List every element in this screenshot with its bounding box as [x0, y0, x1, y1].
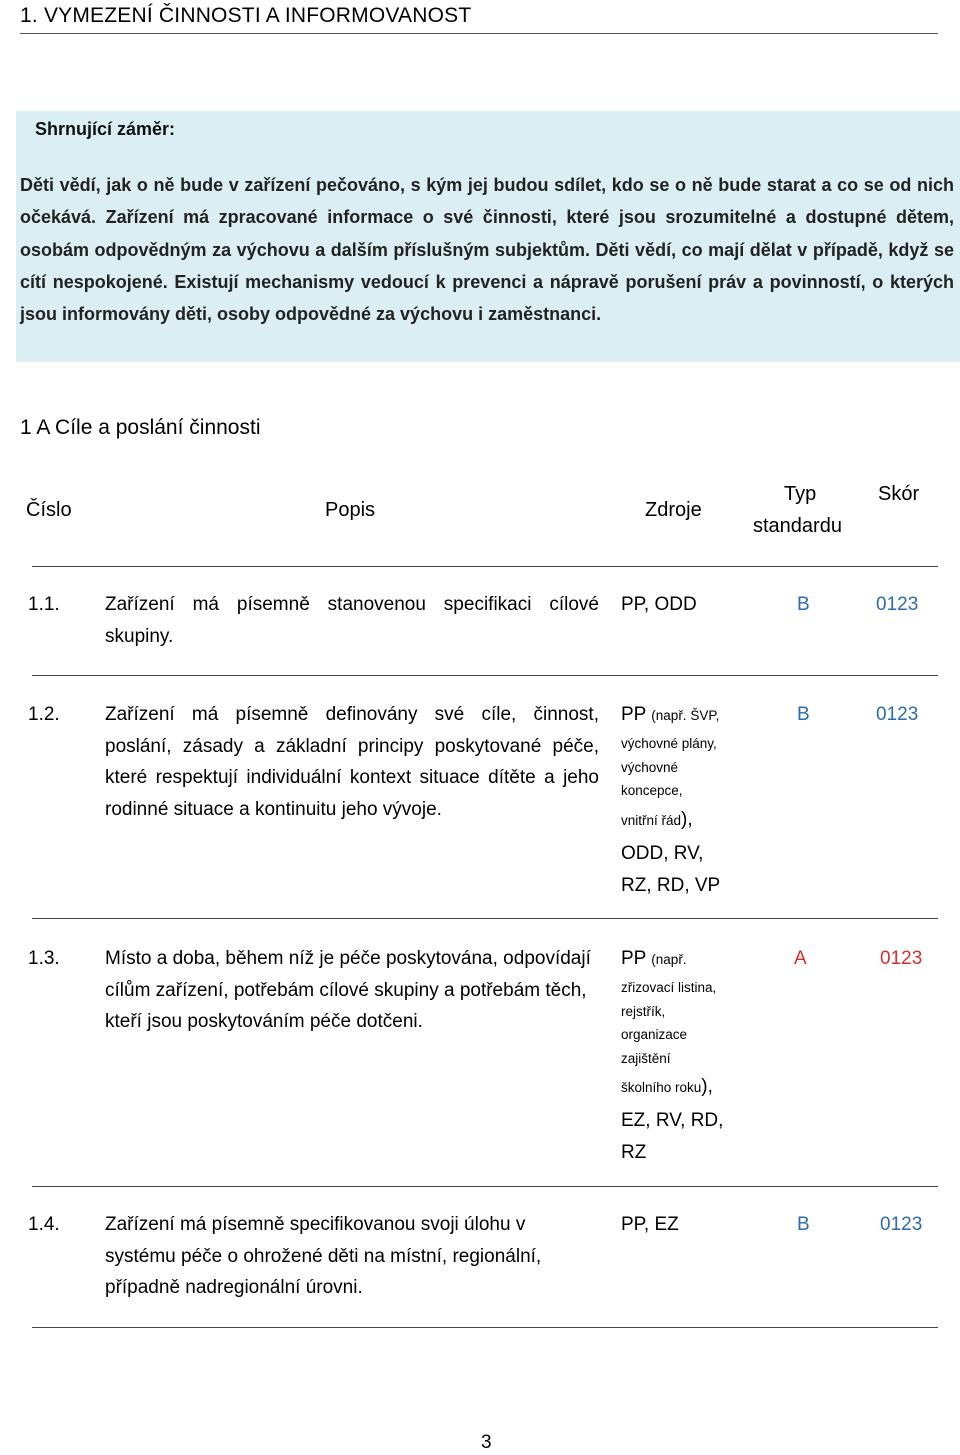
sources-note-line: zřizovací listina,	[621, 980, 717, 995]
sources-tail-line: EZ, RV, RD,	[621, 1110, 724, 1131]
row-description: Zařízení má písemně definovány své cíle, činnost, poslání, zásady a základní principy poskytované péče, které respektují individuální kontext situace dítěte a jeho rodinné situace a kontinuitu jeho vývoje.	[105, 704, 599, 820]
row-score: 0123	[876, 704, 919, 725]
header-score: Skór	[878, 483, 920, 505]
sources-note-line: rejstřík,	[621, 1003, 666, 1019]
sources-tail-line: RZ	[621, 1142, 647, 1163]
row-description: Zařízení má písemně stanovenou specifikaci cílové skupiny.	[105, 594, 599, 647]
sources-tail-line: RZ, RD, VP	[621, 874, 721, 896]
sources-note-line: školního roku	[621, 1080, 702, 1095]
summary-box	[16, 111, 960, 362]
page-number: 3	[481, 1432, 492, 1453]
row-sources: PP, EZ	[621, 1214, 679, 1235]
row-number: 1.3.	[28, 948, 60, 969]
header-type-line1: Typ	[784, 483, 817, 505]
row-divider	[32, 918, 938, 919]
section-title: 1 A Cíle a poslání činnosti	[20, 416, 261, 439]
header-description: Popis	[325, 499, 376, 521]
row-number: 1.2.	[28, 704, 60, 725]
sources-note: (např. ŠVP,	[651, 708, 720, 723]
row-description: Zařízení má písemně specifikovanou svoji úlohu v systému péče o ohrožené děti na místní, regionální, případně nadregionální úrovni.	[105, 1214, 542, 1298]
sources-note-close: ),	[701, 1076, 713, 1097]
row-number: 1.1.	[28, 594, 60, 615]
chapter-heading: 1. VYMEZENÍ ČINNOSTI A INFORMOVANOST	[20, 2, 938, 34]
sources-note-line: vnitřní řád	[621, 812, 682, 828]
sources-note-line: výchovné	[621, 759, 679, 775]
row-type: B	[797, 1214, 810, 1235]
header-number: Číslo	[26, 499, 72, 521]
summary-title: Shrnující záměr:	[35, 119, 176, 139]
sources-tail-line: ODD, RV,	[621, 842, 704, 864]
header-sources: Zdroje	[645, 499, 702, 521]
row-number: 1.4.	[28, 1214, 60, 1235]
sources-main: PP	[621, 704, 647, 725]
sources-main: PP	[621, 948, 647, 969]
row-divider	[32, 1186, 938, 1187]
row-sources: PP, ODD	[621, 594, 697, 615]
row-type: A	[794, 948, 807, 969]
row-sources	[621, 699, 761, 902]
row-sources	[621, 943, 761, 1169]
sources-note-close: ),	[681, 808, 693, 830]
row-description: Místo a doba, během níž je péče poskytována, odpovídají cílům zařízení, potřebám cílové skupiny a potřebám těch, kteří jsou poskytováním péče dotčeni.	[105, 948, 591, 1032]
sources-note-line: koncepce,	[621, 783, 683, 798]
row-score: 0123	[880, 1214, 923, 1235]
sources-note: (např.	[651, 952, 687, 967]
sources-note-line: organizace	[621, 1027, 688, 1042]
row-divider	[32, 675, 938, 676]
header-divider	[32, 566, 938, 567]
sources-note-line: výchovné plány,	[621, 736, 717, 751]
header-type-line2: standardu	[753, 515, 842, 537]
row-score: 0123	[880, 948, 923, 969]
row-divider	[32, 1327, 938, 1328]
row-score: 0123	[876, 594, 919, 615]
sources-note-line: zajištění	[621, 1050, 671, 1066]
summary-text: Děti vědí, jak o ně bude v zařízení pečováno, s kým jej budou sdílet, kdo se o ně bude starat a co se od nich očekává. Zařízení má zpracované informace o své činnosti, které jsou srozumitelné a dostupné dětem, osobám odpovědným za výchovu a dalším příslušným subjektům. Děti vědí, co mají dělat v případě, když se cítí nespokojené. Existují mechanismy vedoucí k prevenci a nápravě porušení práv a povinností, o kterých jsou informovány děti, osoby odpovědné za výchovu i zaměstnanci.	[20, 175, 954, 325]
row-type: B	[797, 704, 810, 725]
row-type: B	[797, 594, 810, 615]
